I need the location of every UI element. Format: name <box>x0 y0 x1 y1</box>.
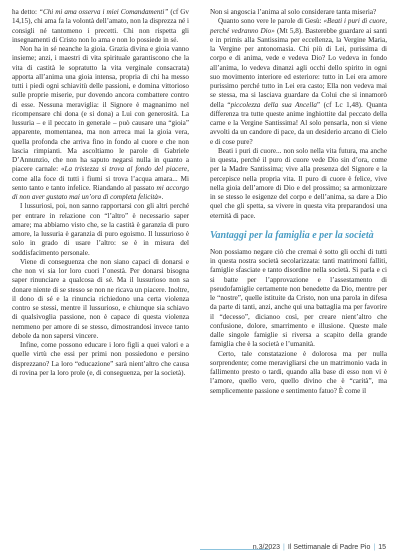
page-footer <box>0 542 400 554</box>
quote-italic: piccolezza della sua Ancella <box>230 100 317 109</box>
paragraph: Beati i puri di cuore... non solo nella vita futura, ma anche in questa, perché il puro di cuore vede Dio sin d’ora, come per la Madre Santissima; vive alla presenza del Signore e la percepisce nella propria vita. Il puro di cuore è felice, vive nella gioia dell’amore di Dio e del prossimo; sa armonizzare in se stesso le esigenze del corpo e dell’anima, sa dare a Dio quel che gli spetta, sa vivere in questa vita preparandosi una eternità di pace. <box>210 146 387 220</box>
right-column <box>210 8 387 396</box>
paragraph: Non si angoscia l’anima al solo considerare tanta miseria? <box>210 8 377 16</box>
separator: | <box>283 544 285 551</box>
paragraph: ha detto: “Chi mi ama osserva i miei Comandamenti” (cf Gv 14,15), chi ama fa la volontà dell’amato, non la disprezza né i consigli né tantomeno i precetti. Chi non rispetta gli insegnamenti di Cristo non lo ama e non lo possiede in sé. <box>12 8 189 44</box>
quote-italic: La tristezza si trova al fondo del piacere <box>64 165 188 174</box>
separator: | <box>373 544 376 551</box>
paragraph: Infine, come possono educare i loro figli a quei valori e a quelle virtù che essi per primi non possiedono e persino disprezzano? La loro “educazione” sarà nient’altro che causa di rovina per la loro prole (e, di conseguenza, per la società). <box>12 341 189 377</box>
scripture-quote: “Chi mi ama osserva i miei Comandamenti” <box>38 8 169 16</box>
issue-number: n.3/2023 <box>252 544 281 551</box>
paragraph: I lussuriosi, poi, non sanno rapportarsi con gli altri perché per entrare in relazione con “l’altro” è necessario saper amare; ma abbiamo visto che, se la castità è garanzia di puro amore, la lussuria è garanzia di puro egoismo. Il lussurioso è solo in grado di usare l’altro: se è in misura del soddisfacimento personale. <box>12 202 189 257</box>
paragraph: Non possiamo negare ciò che cremai è sotto gli occhi di tutti in questa nostra società secolarizzata: tanti matrimoni falliti, famiglie sfasciate e tanto disordine nella società. Si parla e ci si batte per l’approvazione e l’assestamento di pseudofamiglie certamente non benedette da Dio, mentre per le “nostre”, quelle istituite da Cristo, non una parola in difesa da parte di tanti, anzi, anche qui una battaglia ma per favorire il “decesso”, dicianoo così, per creare nient’altro che confusione, dolore, smarrimento e illusione. Queste male dalle singole famiglie si riversa a scapito della grande famiglia che è la società e l’umanità. <box>210 247 387 349</box>
paragraph: Non ha in sé neanche la gioia. Grazia divina e gioia vanno insieme; anzi, i maestri di vita spirituale garantiscono che la vita di castità le sopratutto la vita verginale consacrata) apporta all’anima una gioia intensa, propria di chi ha messo tutti i piedi ogni schiavitù delle passioni, e domina vittorioso sulle proprie miserie, pur dovendo ancora combattere contro di esse. Nessuna meraviglia: il Signore è magnanimo nel ricompensare chi dona (e si dona) a Lui con generosità. La lussuria – e il peccato in generale – può causare una “gioia” apparente, momentanea, ma non arreca mai la gioia vera, quella profonda che arriva fino in fondo al cuore e che non lascia rimpianti. Ma ascoltiamo le parole di Gabriele D’Annunzio, che non ha saputo negarsi nulla in quanto a piacere carnale: «La tristezza si trova al fondo del piacere, come alla foce di tutti i fiumi si trova l’acqua amara... Mi sento tanto e tanto infelice. Riandando al passato mi accorgo di non aver gustato mai un’ora di completa felicità». <box>12 45 190 201</box>
magazine-name: Il Settimanale di Padre Pio <box>287 544 371 551</box>
paragraph: Quanto sono vere le parole di Gesù: «Beati i puri di cuore, perché vedranno Dio» (Mt 5,8). Basterebbe guardare ai santi e in primis alla Santissima per eccellenza, la Vergine Maria, la Vergine per antonomasia. Chi più di Lei, purissima di corpo e di anima, vede e vedeva Dio? Lo vedeva in fondo all’anima, lo vedeva dinanzi agli occhi dello spirito in ogni suo movimento interiore ed esteriore: tutto in Lei era amore purissimo perché tutto in Lei era casto; Ella non vedeva mai se stessa, ma si lasciava guardare da Colui che si innamorò della “piccolezza della sua Ancella” (cf Lc 1,48). Quanta differenza tra tutte queste anime inghiottite dal peccato della carne e la Vergine Santissima! Al solo pensarla, non si viene avvolti da un candore di pace, da un desiderio arcano di Cielo e di cose pure? <box>210 17 387 146</box>
scripture-quote: «Beati i puri di cuore, perché vedranno Dio» <box>210 17 387 35</box>
paragraph: Certo, tale constatazione è dolorosa ma per nulla sorprendente; come meravigliarsi che un matrimonio vada in fallimento presto o tardi, quando alla base di esso non vi è l’amore, quello vero, quello divino che è “carità”, ma semplicemente passione e sentimento fatuo? È come il <box>210 349 387 395</box>
paragraph: Viene di conseguenza che non siano capaci di donarsi e che non vi sia lor loro cuori l’onestà. Per donarsi bisogna saper rinunciare a qualcosa di sé. Ma il lussurioso non sa donare niente di se stesso se non ne ricava un piacere. Inoltre, il dono di sé e la rinuncia richiedono una certa violenza contro se stessi, mentre il lussurioso, e chiunque sia schiavo di qualsivoglia passione, non è capace di questa violenza nemmeno per amore di se stesso, dimostrandosi invece tanto debole da non sapersi vincere. <box>12 257 189 340</box>
quote-italic: mi accorgo di non aver gustato mai un’ora di completa felicità <box>12 183 190 201</box>
section-heading: Vantaggi per la famiglia e per la società <box>210 229 374 241</box>
footer-text <box>253 544 386 551</box>
page-number: 15 <box>378 544 386 551</box>
left-column <box>12 8 189 378</box>
